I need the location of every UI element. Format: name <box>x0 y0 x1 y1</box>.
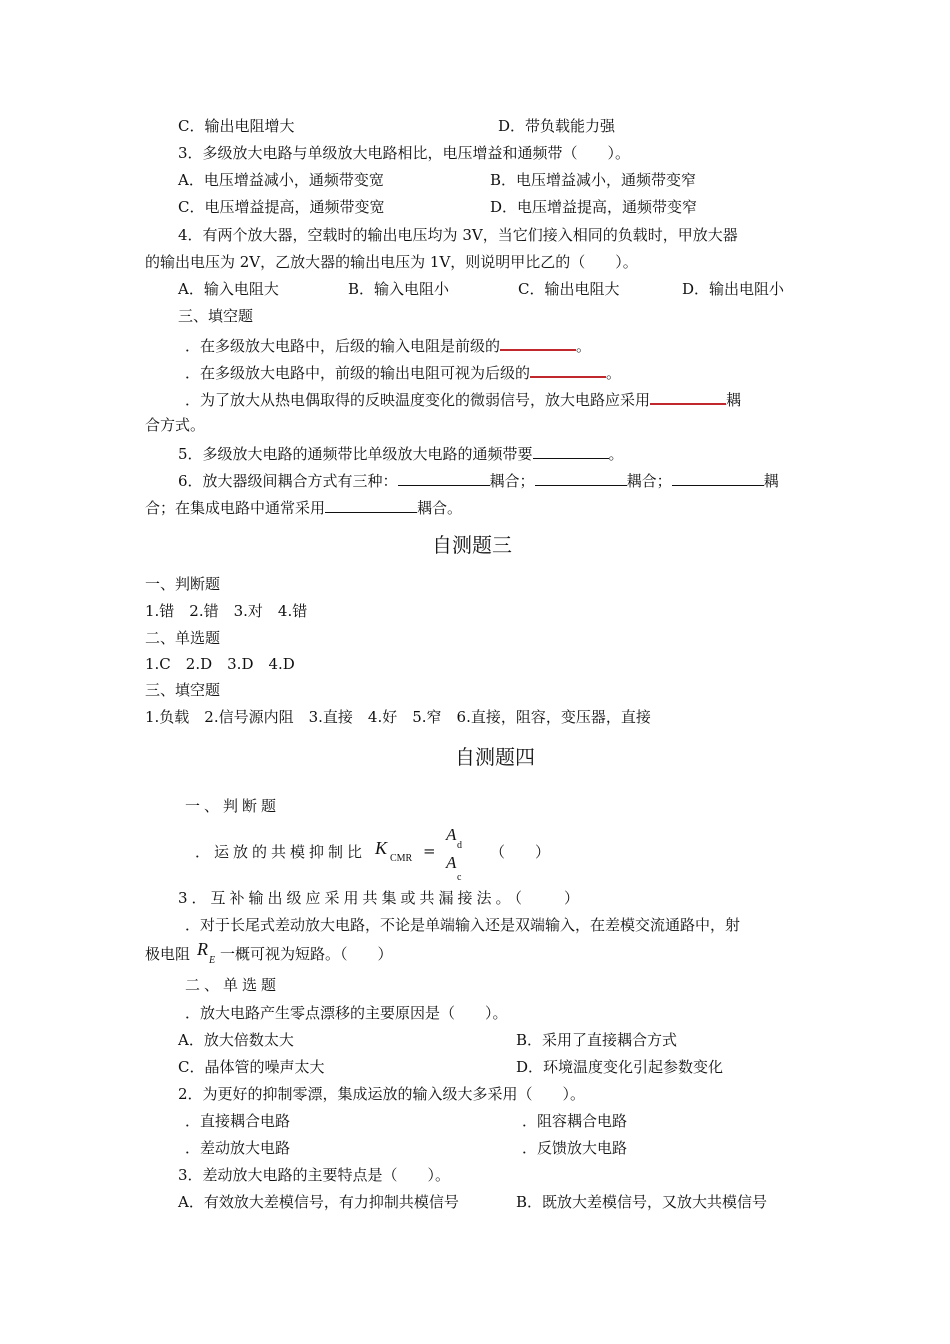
answer-blank <box>650 388 726 405</box>
answer-blank <box>325 497 417 513</box>
formula-denominator: A <box>446 853 457 872</box>
option-c: C．输出电阻增大 <box>178 117 295 135</box>
fill-question-3: ．为了放大从热电偶取得的反映温度变化的微弱信号，放大电路应采用 耦 <box>185 388 741 410</box>
judge-question-3: 3．互补输出级应采用共集或共漏接法。（ ） <box>178 889 584 907</box>
section-heading: 三、填空题 <box>145 681 221 699</box>
formula-subscript: c <box>457 872 462 883</box>
option-b: B．采用了直接耦合方式 <box>516 1031 678 1049</box>
formula-numerator: A <box>446 825 457 844</box>
choice-question-3: 3．差动放大电路的主要特点是（ ）。 <box>178 1166 451 1184</box>
option-d: D．输出电阻小 <box>682 280 785 298</box>
formula-subscript: d <box>457 840 462 851</box>
section-title: 自测题四 <box>455 745 535 769</box>
fill-question-6: 6．放大器级间耦合方式有三种： 耦合； 耦合； 耦 <box>178 472 779 490</box>
option-c: C．电压增益提高，通频带变宽 <box>178 198 385 216</box>
judge-question-4-end: 一概可视为短路。（ ） <box>220 945 393 963</box>
choice-question-1: ．放大电路产生零点漂移的主要原因是（ ）。 <box>185 1004 508 1022</box>
answer-blank <box>398 470 490 486</box>
answer-line: 1.负载 2.信号源内阻 3.直接 4.好 5.窄 6.直接，阻容，变压器，直接 <box>145 708 651 726</box>
formula-symbol: K <box>375 838 388 858</box>
option-b: ．阻容耦合电路 <box>522 1112 628 1130</box>
answer-blank <box>500 334 576 351</box>
judge-question-4-line2: 极电阻 <box>145 945 191 963</box>
choice-question-2: 2．为更好的抑制零漂，集成运放的输入级大多采用（ ）。 <box>178 1085 586 1103</box>
answer-blank <box>535 470 627 486</box>
section-heading: 一、判断题 <box>185 797 281 815</box>
section-heading: 三、填空题 <box>178 307 254 325</box>
option-b: B．既放大差模信号，又放大共模信号 <box>516 1193 768 1211</box>
answer-parentheses: （ ） <box>490 843 551 861</box>
question-3: 3．多级放大电路与单级放大电路相比，电压增益和通频带（ ）。 <box>178 144 631 162</box>
formula-subscript: CMR <box>390 853 413 864</box>
fill-question-5: 5．多级放大电路的通频带比单级放大电路的通频带要 。 <box>178 445 624 463</box>
option-a: A．电压增益减小，通频带变宽 <box>178 171 384 189</box>
question-4-line1: 4．有两个放大器，空载时的输出电压均为 3V，当它们接入相同的负载时，甲放大器 <box>178 226 738 244</box>
section-heading: 二、单选题 <box>185 976 281 994</box>
formula-symbol: R <box>197 939 208 959</box>
option-b: B．输入电阻小 <box>348 280 450 298</box>
judge-question-4-line1: ．对于长尾式差动放大电路，不论是单端输入还是双端输入，在差模交流通路中，射 <box>185 916 741 934</box>
section-heading: 一、判断题 <box>145 575 221 593</box>
option-a: A．放大倍数太大 <box>178 1031 294 1049</box>
answer-blank <box>672 470 764 486</box>
formula-equals: = <box>423 842 436 860</box>
option-a: A．有效放大差模信号，有力抑制共模信号 <box>178 1193 459 1211</box>
option-d: ．反馈放大电路 <box>522 1139 628 1157</box>
fill-question-3-cont: 合方式。 <box>145 416 206 434</box>
option-a: ．直接耦合电路 <box>185 1112 291 1130</box>
section-title: 自测题三 <box>432 533 512 557</box>
option-a: A．输入电阻大 <box>178 280 279 298</box>
answer-line: 1.错 2.错 3.对 4.错 <box>145 602 308 620</box>
option-b: B．电压增益减小，通频带变窄 <box>490 171 697 189</box>
section-heading: 二、单选题 <box>145 629 221 647</box>
option-d: D．带负载能力强 <box>498 117 616 135</box>
answer-line: 1.C 2.D 3.D 4.D <box>145 655 295 673</box>
option-c: C．晶体管的噪声太大 <box>178 1058 325 1076</box>
option-c: ．差动放大电路 <box>185 1139 291 1157</box>
formula-subscript: E <box>209 955 216 966</box>
judge-question-1: ．运放的共模抑制比 <box>195 843 367 861</box>
fill-question-1: ．在多级放大电路中，后级的输入电阻是前级的 。 <box>185 334 591 356</box>
option-d: D．电压增益提高，通频带变窄 <box>490 198 698 216</box>
fill-question-2: ．在多级放大电路中，前级的输出电阻可视为后级的 。 <box>185 361 621 383</box>
option-d: D．环境温度变化引起参数变化 <box>516 1058 724 1076</box>
option-c: C．输出电阻大 <box>518 280 620 298</box>
answer-blank <box>533 443 609 459</box>
question-4-line2: 的输出电压为 2V，乙放大器的输出电压为 1V，则说明甲比乙的（ ）。 <box>145 253 638 271</box>
answer-blank <box>530 361 606 378</box>
fill-question-6-cont: 合；在集成电路中通常采用 耦合。 <box>145 499 463 517</box>
